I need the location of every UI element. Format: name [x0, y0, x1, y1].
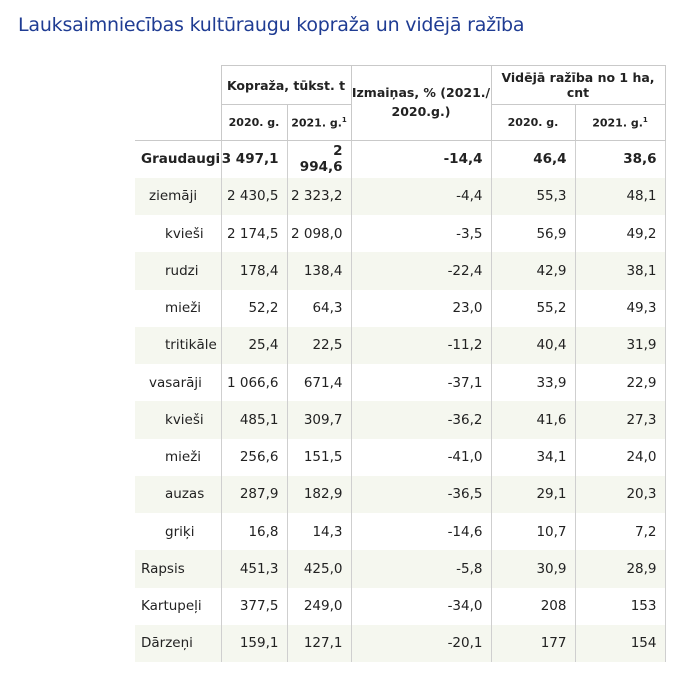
cell-raziba-2020: 40,4	[491, 327, 575, 364]
cell-izmainas: -34,0	[351, 588, 491, 625]
cell-raziba-2020: 46,4	[491, 141, 575, 178]
table-row	[135, 401, 665, 438]
cell-izmainas: -20,1	[351, 625, 491, 662]
cell-raziba-2020: 33,9	[491, 364, 575, 401]
cell-raziba-2021: 31,9	[575, 327, 665, 364]
row-label: griķi	[165, 523, 195, 540]
header-raziba-2020: 2020. g.	[491, 105, 575, 141]
cell-kopraza-2021: 2 994,6	[287, 141, 351, 178]
cell-kopraza-2021: 22,5	[287, 327, 351, 364]
table-row	[135, 364, 665, 401]
crop-table	[135, 65, 666, 662]
cell-raziba-2020: 30,9	[491, 550, 575, 587]
cell-izmainas: -41,0	[351, 439, 491, 476]
cell-kopraza-2021: 671,4	[287, 364, 351, 401]
footnote-mark: 1	[642, 115, 648, 124]
header-corner-2	[135, 105, 221, 141]
cell-kopraza-2020: 451,3	[221, 550, 287, 587]
cell-izmainas: -14,4	[351, 141, 491, 178]
row-label: Dārzeņi	[135, 625, 221, 662]
cell-raziba-2021: 20,3	[575, 476, 665, 513]
table-row	[135, 588, 665, 625]
cell-raziba-2020: 29,1	[491, 476, 575, 513]
cell-izmainas: -36,5	[351, 476, 491, 513]
cell-raziba-2021: 38,6	[575, 141, 665, 178]
row-label: vasarāji	[149, 374, 202, 391]
header-kopraza: Kopraža, tūkst. t	[221, 66, 351, 105]
cell-izmainas: -22,4	[351, 252, 491, 289]
cell-raziba-2021: 27,3	[575, 401, 665, 438]
row-label: ziemāji	[135, 178, 221, 215]
cell-raziba-2020: 42,9	[491, 252, 575, 289]
cell-kopraza-2021: 2 098,0	[287, 215, 351, 252]
cell-kopraza-2021: 127,1	[287, 625, 351, 662]
cell-raziba-2021: 7,2	[575, 513, 665, 550]
cell-raziba-2021: 38,1	[575, 252, 665, 289]
cell-raziba-2021: 24,0	[575, 439, 665, 476]
cell-izmainas: -5,8	[351, 550, 491, 587]
cell-kopraza-2020: 16,8	[221, 513, 287, 550]
header-row-1	[135, 66, 665, 105]
cell-kopraza-2021: 138,4	[287, 252, 351, 289]
cell-kopraza-2020: 485,1	[221, 401, 287, 438]
cell-raziba-2020: 41,6	[491, 401, 575, 438]
cell-kopraza-2020: 1 066,6	[221, 364, 287, 401]
row-label: kvieši	[135, 401, 221, 438]
cell-raziba-2020: 55,3	[491, 178, 575, 215]
cell-kopraza-2020: 3 497,1	[221, 141, 287, 178]
row-label: Rapsis	[135, 550, 221, 587]
cell-raziba-2020: 177	[491, 625, 575, 662]
cell-kopraza-2021: 425,0	[287, 550, 351, 587]
table-row	[135, 513, 665, 550]
header-izmainas-line2: 2020.g.)	[391, 104, 451, 119]
cell-raziba-2020: 56,9	[491, 215, 575, 252]
cell-izmainas: -37,1	[351, 364, 491, 401]
table-row	[135, 476, 665, 513]
cell-izmainas: -11,2	[351, 327, 491, 364]
cell-izmainas: -4,4	[351, 178, 491, 215]
header-izmainas-line1: Izmaiņas, % (2021./	[351, 85, 491, 100]
cell-raziba-2020: 10,7	[491, 513, 575, 550]
cell-kopraza-2020: 159,1	[221, 625, 287, 662]
header-corner	[135, 66, 221, 105]
cell-izmainas: -3,5	[351, 215, 491, 252]
cell-raziba-2020: 208	[491, 588, 575, 625]
header-izmainas	[351, 66, 491, 141]
header-raziba: Vidējā ražība no 1 ha, cnt	[491, 66, 665, 105]
cell-kopraza-2020: 287,9	[221, 476, 287, 513]
header-kopraza-2021: 2021. g.$^1$	[287, 105, 351, 141]
table-row	[135, 178, 665, 215]
table-row	[135, 252, 665, 289]
table-row	[135, 439, 665, 476]
cell-raziba-2021: 28,9	[575, 550, 665, 587]
row-label: kvieši	[165, 225, 204, 242]
cell-izmainas: 23,0	[351, 290, 491, 327]
cell-raziba-2021: 49,3	[575, 290, 665, 327]
cell-kopraza-2021: 249,0	[287, 588, 351, 625]
table-row	[135, 141, 665, 178]
header-raziba-2021: 2021. g.$^1$	[575, 105, 665, 141]
cell-raziba-2020: 55,2	[491, 290, 575, 327]
table-row	[135, 550, 665, 587]
header-kopraza-2020: 2020. g.	[221, 105, 287, 141]
cell-kopraza-2021: 2 323,2	[287, 178, 351, 215]
table-row	[135, 327, 665, 364]
cell-raziba-2021: 153	[575, 588, 665, 625]
cell-kopraza-2020: 25,4	[221, 327, 287, 364]
cell-raziba-2021: 22,9	[575, 364, 665, 401]
row-label: Graudaugi	[135, 141, 221, 178]
cell-kopraza-2020: 178,4	[221, 252, 287, 289]
cell-raziba-2021: 48,1	[575, 178, 665, 215]
cell-kopraza-2020: 52,2	[221, 290, 287, 327]
cell-kopraza-2021: 151,5	[287, 439, 351, 476]
cell-kopraza-2021: 14,3	[287, 513, 351, 550]
row-label: mieži	[165, 300, 202, 317]
cell-raziba-2021: 49,2	[575, 215, 665, 252]
page-title: Lauksaimniecības kultūraugu kopraža un vidējā ražība	[18, 14, 525, 36]
row-label: mieži	[165, 449, 202, 466]
cell-raziba-2020: 34,1	[491, 439, 575, 476]
table-row	[135, 215, 665, 252]
cell-izmainas: -36,2	[351, 401, 491, 438]
cell-kopraza-2020: 256,6	[221, 439, 287, 476]
row-label: tritikāle	[135, 327, 221, 364]
row-label: auzas	[135, 476, 221, 513]
cell-kopraza-2021: 182,9	[287, 476, 351, 513]
cell-kopraza-2021: 64,3	[287, 290, 351, 327]
table-row	[135, 625, 665, 662]
cell-kopraza-2020: 2 430,5	[221, 178, 287, 215]
cell-kopraza-2020: 377,5	[221, 588, 287, 625]
table-row	[135, 290, 665, 327]
cell-kopraza-2021: 309,7	[287, 401, 351, 438]
cell-izmainas: -14,6	[351, 513, 491, 550]
row-label: Kartupeļi	[141, 598, 202, 615]
cell-kopraza-2020: 2 174,5	[221, 215, 287, 252]
cell-raziba-2021: 154	[575, 625, 665, 662]
row-label: rudzi	[135, 252, 221, 289]
footnote-mark: 1	[341, 115, 347, 124]
